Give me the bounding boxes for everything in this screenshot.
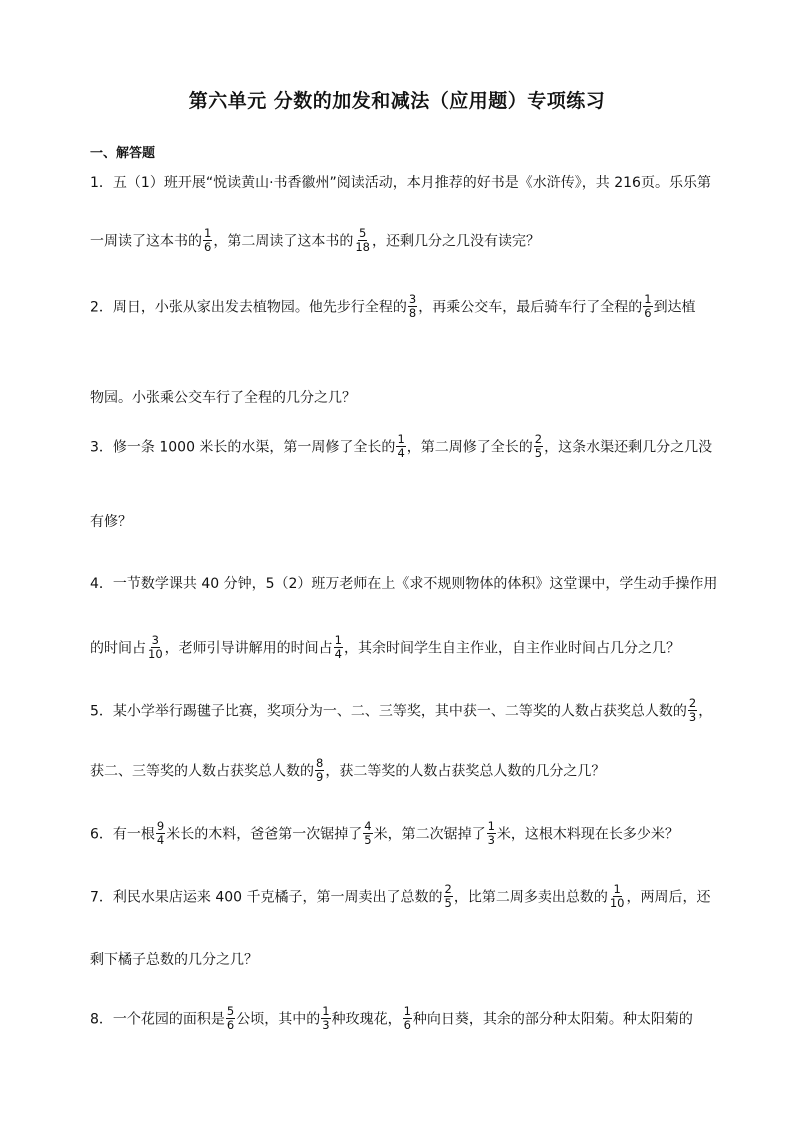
- question-5-text: 获二、三等奖的人数占获奖总人数的: [90, 763, 314, 780]
- fraction: [643, 293, 652, 320]
- question-4-text: ，老师引导讲解用的时间占: [164, 640, 333, 657]
- numerator: 3: [151, 633, 159, 647]
- question-4-text: 的时间占: [90, 640, 146, 657]
- denominator: 5: [364, 833, 372, 848]
- numerator: 2: [688, 696, 697, 710]
- question-2-text: 2．周日，小张从家出发去植物园。他先步行全程的: [90, 299, 407, 316]
- question-6-text: 6．有一根: [90, 826, 155, 843]
- numerator: 1: [397, 432, 405, 446]
- question-1-text: 一周读了这本书的: [90, 233, 202, 250]
- fraction: [534, 433, 543, 460]
- question-7-line-1: [90, 884, 720, 911]
- fraction: [487, 820, 496, 847]
- question-2-line-1: [90, 294, 720, 321]
- question-6-text: 米，第二次锯掉了: [373, 826, 486, 843]
- numerator: 5: [358, 226, 367, 240]
- numerator: 1: [334, 633, 342, 647]
- question-8-text: 8．一个花园的面积是: [90, 1011, 225, 1028]
- question-2-line-2: [90, 391, 720, 405]
- question-5-text: 5．某小学举行踢毽子比赛，奖项分为一、二、三等奖，其中获一、二等奖的人数占获奖总人数的: [90, 703, 687, 720]
- denominator: 6: [204, 240, 212, 255]
- numerator: 8: [316, 756, 324, 770]
- denominator: 6: [644, 306, 652, 321]
- denominator: 10: [148, 647, 163, 662]
- question-4-line-2: [90, 635, 720, 662]
- fraction: [334, 634, 343, 661]
- question-7-text: ，两周后，还: [626, 889, 711, 906]
- fraction: [315, 757, 324, 784]
- question-3-text: 3．修一条 1000 米长的水渠，第一周修了全长的: [90, 439, 396, 456]
- denominator: 18: [355, 240, 370, 255]
- numerator: 2: [444, 882, 452, 896]
- fraction: [226, 1005, 235, 1032]
- numerator: 1: [322, 1004, 330, 1018]
- numerator: 1: [403, 1004, 411, 1018]
- question-8-line-1: [90, 1006, 720, 1033]
- question-3-line-2: [90, 515, 720, 529]
- section-heading: 一、解答题: [90, 146, 156, 161]
- fraction: [408, 293, 417, 320]
- denominator: 4: [334, 647, 342, 662]
- numerator: 1: [204, 226, 212, 240]
- question-5-line-2: [90, 758, 720, 785]
- fraction: [609, 883, 626, 910]
- denominator: 3: [487, 833, 495, 848]
- question-3-text: ，第二周修了全长的: [406, 439, 533, 456]
- question-8-text: 种玫瑰花，: [331, 1011, 402, 1028]
- question-7-line-2: [90, 953, 720, 967]
- question-3-text: 有修？: [90, 514, 132, 530]
- question-2-text: ，再乘公交车，最后骑车行了全程的: [418, 299, 643, 316]
- denominator: 6: [226, 1018, 235, 1033]
- denominator: 10: [609, 896, 625, 911]
- question-6-line-1: [90, 821, 720, 848]
- denominator: 4: [156, 833, 165, 848]
- numerator: 1: [613, 882, 621, 896]
- question-2-text: 物园。小张乘公交车行了全程的几分之几？: [90, 390, 356, 406]
- denominator: 5: [534, 446, 543, 461]
- numerator: 5: [226, 1004, 235, 1018]
- fraction: [396, 433, 405, 460]
- numerator: 3: [408, 292, 417, 306]
- fraction: [156, 820, 165, 847]
- denominator: 3: [688, 710, 697, 725]
- question-5-line-1: [90, 698, 720, 725]
- fraction: [203, 227, 212, 254]
- question-6-text: 米，这根木料现在长多少米？: [496, 826, 679, 843]
- question-6-text: 米长的木料，爸爸第一次锯掉了: [166, 826, 363, 843]
- question-5-text: ，获二等奖的人数占获奖总人数的几分之几？: [325, 763, 606, 780]
- fraction: [403, 1005, 412, 1032]
- question-5-text: ，: [698, 703, 713, 720]
- denominator: 9: [316, 770, 324, 785]
- fraction: [444, 883, 453, 910]
- question-4-text: ，其余时间学生自主作业，自主作业时间占几分之几？: [343, 640, 680, 657]
- numerator: 2: [534, 432, 543, 446]
- question-1-line-1: [90, 176, 720, 190]
- question-8-text: 种向日葵，其余的部分种太阳菊。种太阳菊的: [412, 1011, 693, 1028]
- question-7-text: 剩下橘子总数的几分之几？: [90, 952, 258, 968]
- numerator: 1: [487, 819, 495, 833]
- denominator: 6: [403, 1018, 411, 1033]
- fraction: [147, 634, 164, 661]
- question-3-line-1: [90, 434, 720, 461]
- fraction: [363, 820, 372, 847]
- numerator: 4: [364, 819, 372, 833]
- numerator: 9: [156, 819, 165, 833]
- question-4-line-1: [90, 577, 720, 591]
- numerator: 1: [644, 292, 652, 306]
- denominator: 8: [408, 306, 417, 321]
- fraction: [321, 1005, 330, 1032]
- question-7-text: ，比第二周多卖出总数的: [453, 889, 608, 906]
- question-1-text: ，第二周读了这本书的: [213, 233, 354, 250]
- question-2-text: 到达植: [653, 299, 696, 316]
- question-1-text: ，还剩几分之几没有读完？: [371, 233, 540, 250]
- denominator: 4: [397, 446, 405, 461]
- question-7-text: 7．利民水果店运来 400 千克橘子，第一周卖出了总数的: [90, 889, 443, 906]
- page-title: 第六单元 分数的加发和减法（应用题）专项练习: [188, 90, 606, 112]
- fraction: [354, 227, 371, 254]
- question-8-text: 公顷，其中的: [236, 1011, 321, 1028]
- fraction: [688, 697, 697, 724]
- question-1-text: 1．五（1）班开展“悦读黄山·书香徽州”阅读活动，本月推荐的好书是《水浒传》，共 216页。乐乐第: [90, 175, 711, 191]
- question-4-text: 4．一节数学课共 40 分钟，5（2）班万老师在上《求不规则物体的体积》这堂课中，学生动手操作用: [90, 576, 718, 592]
- denominator: 3: [322, 1018, 330, 1033]
- question-3-text: ，这条水渠还剩几分之几没: [544, 439, 713, 456]
- question-1-line-2: [90, 228, 720, 255]
- denominator: 5: [444, 896, 452, 911]
